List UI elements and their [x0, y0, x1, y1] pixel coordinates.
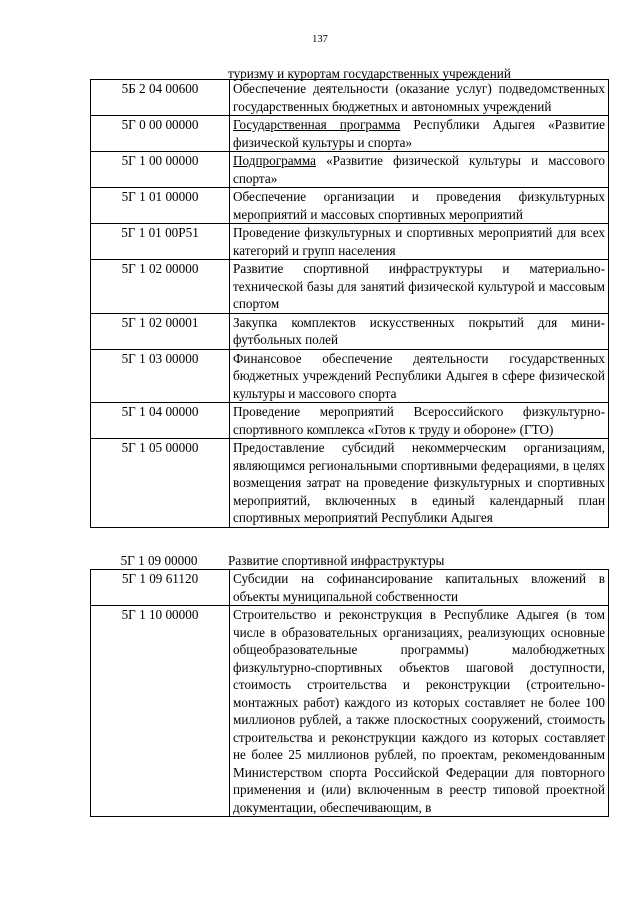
row-code: 5Г 1 01 00000	[91, 188, 230, 224]
row-code: 5Г 0 00 00000	[91, 116, 230, 152]
budget-codes-table	[90, 79, 609, 528]
row-description	[230, 260, 609, 314]
table-row	[91, 80, 609, 116]
row-description	[230, 188, 609, 224]
row-description	[230, 349, 609, 403]
table-row	[91, 313, 609, 349]
row-code: 5Г 1 05 00000	[91, 439, 230, 528]
row-code: 5Г 1 02 00001	[91, 313, 230, 349]
row-description-text: Проведение мероприятий Всероссийского физкультурно-спортивного комплекса «Готов к труду и обороне» (ГТО)	[233, 404, 605, 437]
row-description-text: Республики Адыгея «Развитие физической культуры и спорта»	[233, 117, 605, 150]
row-code: 5Г 1 10 00000	[91, 606, 230, 817]
page-number: 137	[312, 34, 328, 45]
row-description-text: Строительство и реконструкция в Республике Адыгея (в том числе в образовательных организациях, реализующих основные общеобразовательные программы) малобюджетных физкультурно-спортивных объектов шаговой доступности, стоимость строительства и реконструкции (строительно-монтажных работ) каждого из которых составляет не более 100 миллионов рублей, а также плоскостных сооружений, стоимость строительства и реконструкции каждого из которых составляет не более 25 миллионов рублей, по проектам, рекомендованным Министерством спорта Российской Федерации для повторного применения и (или) включенным в реестр типовой проектной документации, обеспечивающим, в	[233, 607, 605, 815]
row-code: 5Г 1 04 00000	[91, 403, 230, 439]
row-description	[230, 606, 609, 817]
budget-codes-table-continued	[90, 569, 609, 817]
table-row	[91, 606, 609, 817]
row-code: 5Г 1 09 61120	[91, 570, 230, 606]
row-description-text: Обеспечение организации и проведения физкультурных мероприятий и массовых спортивных мероприятий	[233, 189, 605, 222]
row-description	[230, 80, 609, 116]
row-description	[230, 570, 609, 606]
table-row	[91, 403, 609, 439]
row-description-text: Предоставление субсидий некоммерческим организациям, являющимся региональными спортивными федерациями, в целях возмещения затрат на проведение физкультурных и спортивных мероприятий, включенных в единый календарный план спортивных мероприятий Республики Адыгея	[233, 440, 605, 525]
row-description-text: Субсидии на софинансирование капитальных вложений в объекты муниципальной собственности	[233, 571, 605, 604]
table-row	[91, 188, 609, 224]
unbordered-row	[90, 552, 609, 569]
row-description	[230, 403, 609, 439]
table-row	[91, 152, 609, 188]
row-description-text: Развитие спортивной инфраструктуры и материально-технической базы для занятий физической культурой и массовым спортом	[233, 261, 605, 311]
row-description	[230, 116, 609, 152]
row-description-text: Развитие спортивной инфраструктуры	[228, 553, 445, 568]
row-description-text: Обеспечение деятельности (оказание услуг) подведомственных государственных бюджетных и автономных учреждений	[233, 81, 605, 114]
row-description-text: Закупка комплектов искусственных покрытий для мини-футбольных полей	[233, 314, 605, 347]
continued-text-line: туризму и курортам государственных учреждений	[228, 66, 511, 81]
row-description-text: Проведение физкультурных и спортивных мероприятий для всех категорий и групп населения	[233, 225, 605, 258]
table-row	[91, 116, 609, 152]
table-row	[91, 439, 609, 528]
table-row	[91, 260, 609, 314]
row-code: 5Г 1 01 00Р51	[91, 224, 230, 260]
table-row	[91, 349, 609, 403]
row-description-underlined: Подпрограмма	[233, 153, 317, 168]
row-code: 5Г 1 00 00000	[91, 152, 230, 188]
row-description-text: Финансовое обеспечение деятельности государственных бюджетных учреждений Республики Адыгея в сфере физической культуры и массового спорта	[233, 350, 605, 401]
row-code: 5Г 1 09 00000	[120, 553, 198, 568]
row-description	[230, 313, 609, 349]
row-description	[230, 152, 609, 188]
row-code: 5Г 1 02 00000	[91, 260, 230, 314]
row-description	[230, 439, 609, 528]
table-row	[91, 570, 609, 606]
row-description	[230, 224, 609, 260]
row-code: 5Г 1 03 00000	[91, 349, 230, 403]
row-description-underlined: Государственная программа	[233, 117, 401, 132]
row-description-text: «Развитие физической культуры и массового спорта»	[233, 153, 605, 186]
table-row	[91, 224, 609, 260]
row-code: 5Б 2 04 00600	[91, 80, 230, 116]
